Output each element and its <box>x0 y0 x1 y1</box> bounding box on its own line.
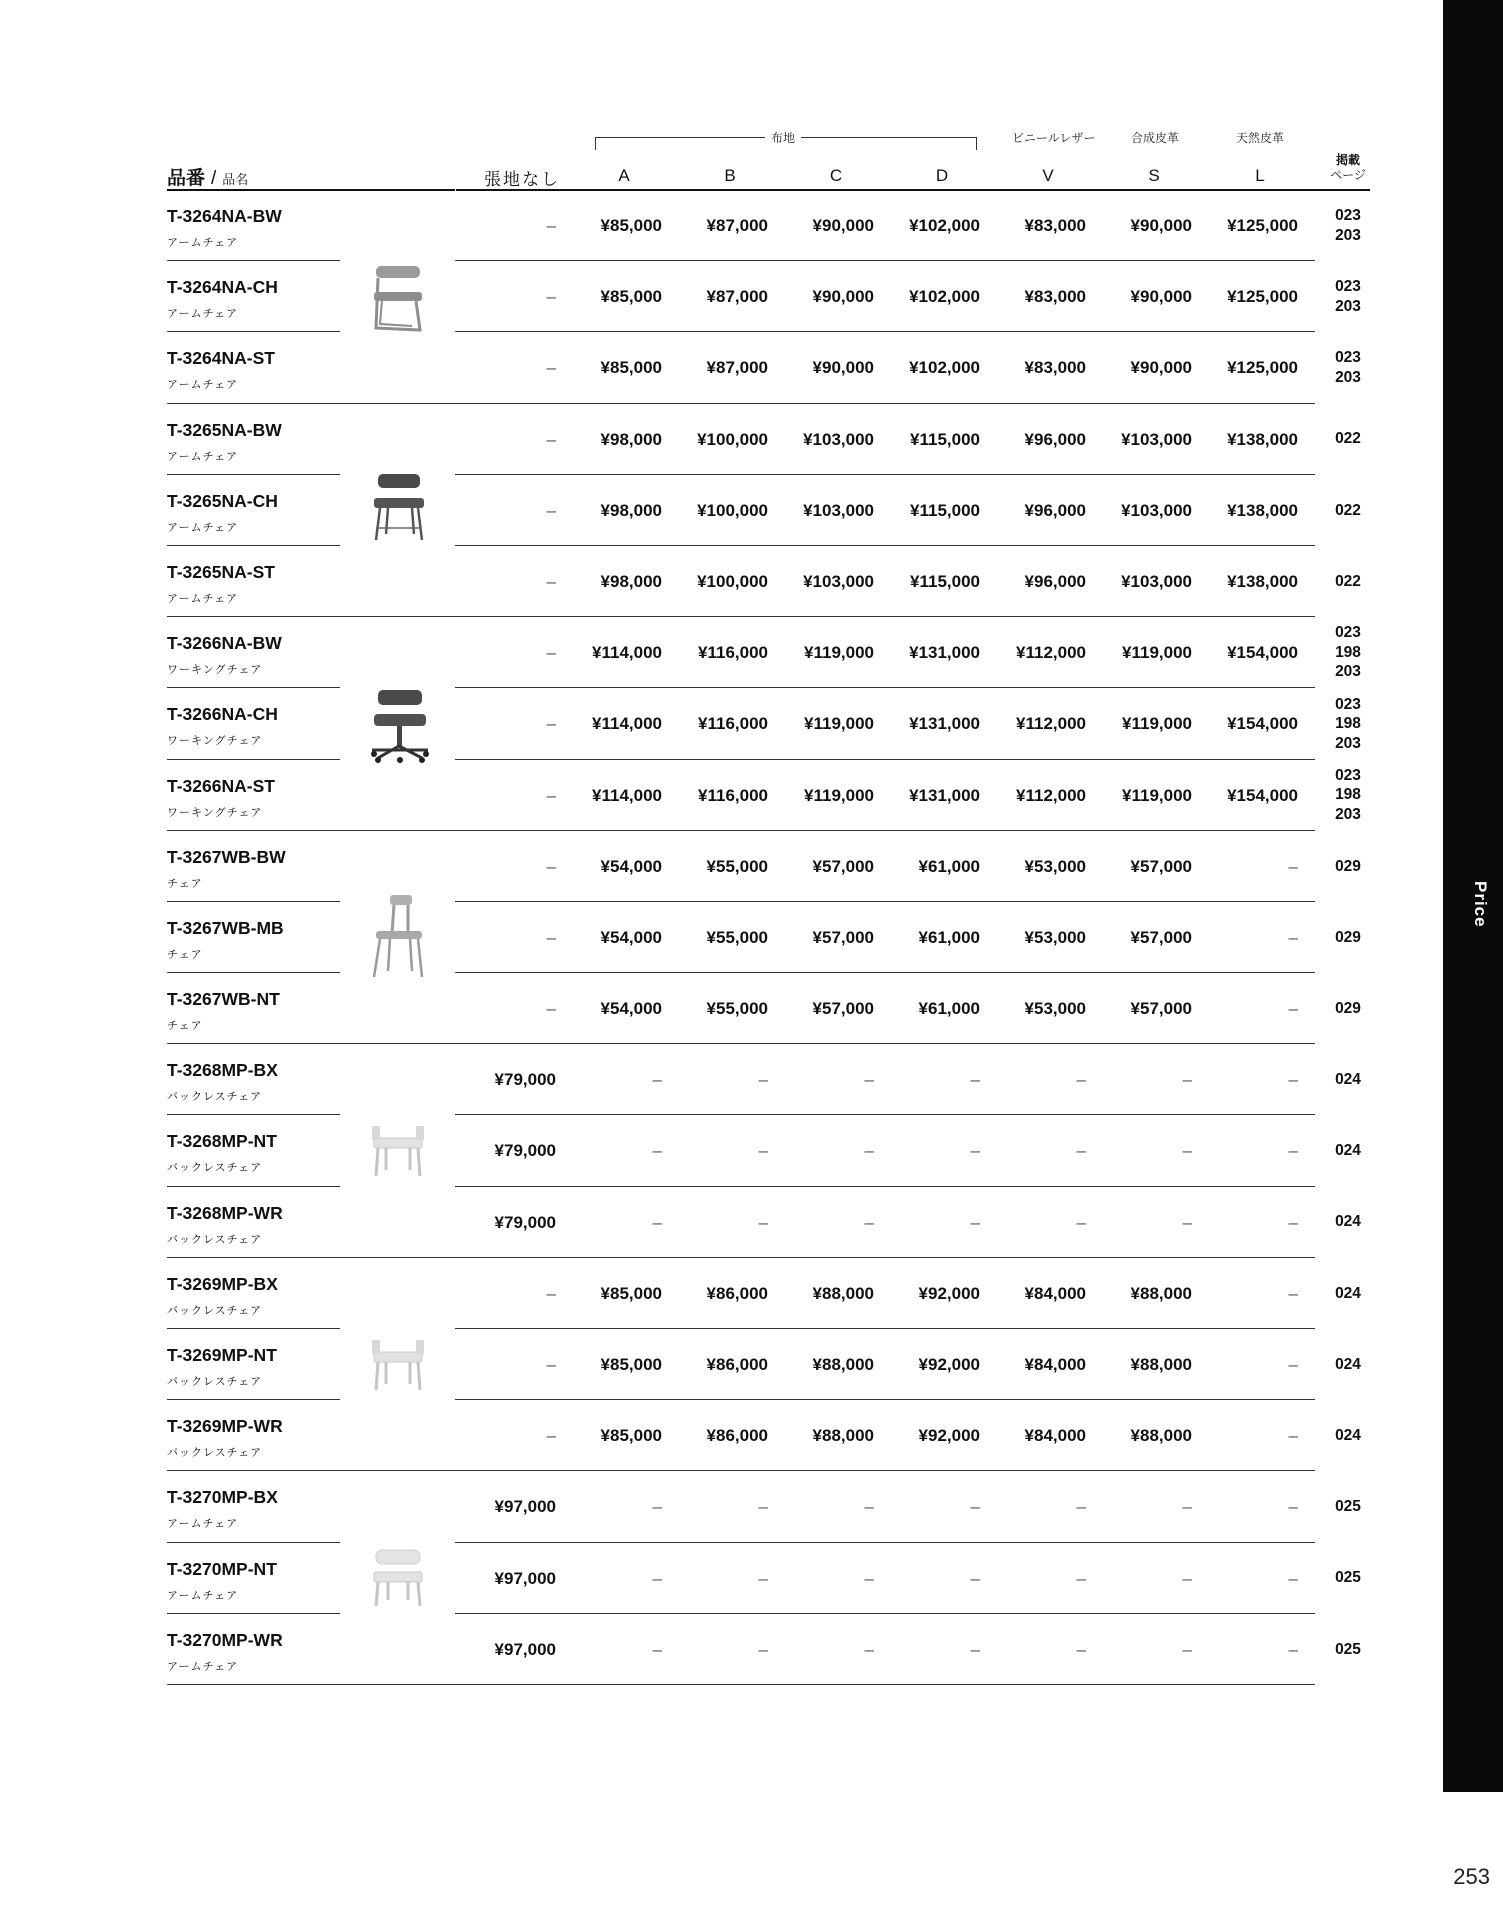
price-d: ¥115,000 <box>910 429 980 449</box>
price-no-upholstery: ¥97,000 <box>494 1497 556 1517</box>
price-c: ¥119,000 <box>804 643 874 663</box>
page-references: 023 203 <box>1335 349 1361 386</box>
page-ref-label-1: 掲載 <box>1335 153 1360 167</box>
product-code: T-3270MP-NT <box>167 1558 277 1579</box>
product-code-label: 品番 <box>167 168 206 189</box>
product-name: アームチェア <box>167 308 239 321</box>
price-l: – <box>1288 1355 1298 1374</box>
price-l: ¥138,000 <box>1227 571 1298 591</box>
product-name: ワーキングチェア <box>167 806 263 819</box>
price-d: ¥61,000 <box>918 927 980 947</box>
price-v: – <box>1076 1497 1086 1517</box>
price-l: – <box>1288 1426 1298 1446</box>
product-code: T-3266NA-ST <box>167 775 275 796</box>
price-c: ¥88,000 <box>812 1426 874 1446</box>
product-code: T-3268MP-BX <box>167 1060 278 1081</box>
price-l: – <box>1288 1141 1298 1161</box>
page-ref-label-2: ページ <box>1330 168 1366 182</box>
price-l: – <box>1288 999 1298 1019</box>
vinyl-group-label: ビニールレザー <box>1012 131 1096 145</box>
price-d: ¥92,000 <box>918 1283 980 1303</box>
product-name: アームチェア <box>167 1589 239 1602</box>
price-a: ¥98,000 <box>600 571 662 591</box>
price-a: ¥114,000 <box>592 714 662 734</box>
price-v: ¥83,000 <box>1024 358 1086 378</box>
price-v: ¥84,000 <box>1024 1355 1086 1374</box>
page-references: 024 <box>1335 1284 1361 1302</box>
price-b: ¥55,000 <box>706 856 768 876</box>
product-name: アームチェア <box>167 592 239 605</box>
table-row <box>0 546 1503 617</box>
price-v: ¥112,000 <box>1016 714 1086 734</box>
table-row <box>0 1258 1503 1329</box>
price-l: ¥154,000 <box>1227 714 1298 734</box>
product-name: バックレスチェア <box>167 1162 263 1175</box>
price-d: ¥115,000 <box>910 571 980 591</box>
product-code: T-3264NA-BW <box>167 206 282 226</box>
price-d: ¥61,000 <box>918 999 980 1019</box>
price-b: – <box>758 1639 768 1659</box>
gray-armchair-icon <box>368 262 428 334</box>
price-l: ¥154,000 <box>1227 643 1298 663</box>
price-a: ¥98,000 <box>600 500 662 520</box>
product-name: アームチェア <box>167 1660 239 1673</box>
price-c: – <box>864 1212 874 1232</box>
product-code: T-3264NA-CH <box>167 277 278 298</box>
price-s: ¥103,000 <box>1121 500 1192 520</box>
price-b: ¥55,000 <box>706 999 768 1019</box>
price-c: ¥119,000 <box>804 714 874 734</box>
price-d: – <box>970 1497 980 1517</box>
price-no-upholstery: – <box>546 1426 556 1446</box>
price-no-upholstery: – <box>546 856 556 876</box>
price-v: ¥96,000 <box>1024 429 1086 449</box>
price-a: ¥54,000 <box>600 856 662 876</box>
price-s: ¥88,000 <box>1130 1283 1192 1303</box>
product-name: アームチェア <box>167 521 239 534</box>
product-name: バックレスチェア <box>167 1304 263 1317</box>
price-no-upholstery: – <box>546 429 556 449</box>
price-a: ¥85,000 <box>600 1355 662 1374</box>
price-b: ¥100,000 <box>697 500 768 520</box>
product-code: T-3266NA-BW <box>167 633 282 654</box>
product-code: T-3269MP-NT <box>167 1345 277 1365</box>
page-references: 024 <box>1335 1213 1361 1231</box>
price-no-upholstery: – <box>546 927 556 947</box>
table-row <box>0 617 1503 688</box>
page-references: 022 <box>1335 572 1361 590</box>
dark-armchair-icon <box>368 472 428 544</box>
price-s: – <box>1182 1070 1192 1090</box>
price-a: ¥85,000 <box>600 1283 662 1303</box>
price-a: – <box>652 1497 662 1517</box>
page-references: 023 198 203 <box>1335 624 1361 681</box>
price-v: ¥53,000 <box>1024 856 1086 876</box>
page-references: 025 <box>1335 1569 1361 1587</box>
page-references: 025 <box>1335 1498 1361 1516</box>
price-a: – <box>652 1639 662 1659</box>
price-c: ¥119,000 <box>804 785 874 805</box>
product-code: T-3267WB-NT <box>167 989 280 1010</box>
column-header-s: S <box>1148 166 1160 185</box>
price-d: ¥102,000 <box>909 358 980 378</box>
table-row <box>0 1187 1503 1258</box>
price-d: ¥92,000 <box>918 1355 980 1374</box>
slash: / <box>211 168 217 189</box>
price-b: ¥87,000 <box>706 358 768 378</box>
price-a: – <box>652 1141 662 1161</box>
product-name: バックレスチェア <box>167 1091 263 1104</box>
table-row <box>0 1614 1503 1685</box>
price-s: – <box>1182 1639 1192 1659</box>
product-name: バックレスチェア <box>167 1447 263 1460</box>
price-s: ¥119,000 <box>1122 714 1192 734</box>
table-row <box>0 760 1503 831</box>
price-c: ¥103,000 <box>803 429 874 449</box>
price-no-upholstery: – <box>546 999 556 1019</box>
price-d: ¥92,000 <box>918 1426 980 1446</box>
page-references: 029 <box>1335 857 1361 875</box>
price-a: – <box>652 1070 662 1090</box>
price-b: – <box>758 1070 768 1090</box>
price-c: ¥57,000 <box>812 856 874 876</box>
column-header-a: A <box>618 166 630 185</box>
table-row <box>0 332 1503 403</box>
price-d: ¥102,000 <box>909 287 980 307</box>
price-a: ¥114,000 <box>592 785 662 805</box>
light-gray-chair-icon <box>368 893 428 979</box>
price-no-upholstery: – <box>546 714 556 734</box>
price-no-upholstery: – <box>546 643 556 663</box>
product-code: T-3268MP-NT <box>167 1131 277 1152</box>
price-table <box>0 190 1503 1685</box>
product-name: チェア <box>167 877 203 890</box>
price-no-upholstery: ¥79,000 <box>494 1212 556 1232</box>
price-b: ¥100,000 <box>697 571 768 591</box>
price-c: – <box>864 1070 874 1090</box>
price-c: ¥88,000 <box>812 1283 874 1303</box>
table-row <box>0 475 1503 546</box>
page-references: 025 <box>1335 1640 1361 1658</box>
table-row <box>0 261 1503 332</box>
price-b: ¥116,000 <box>698 785 768 805</box>
price-a: – <box>652 1212 662 1232</box>
price-no-upholstery: ¥97,000 <box>494 1568 556 1588</box>
table-row <box>0 973 1503 1044</box>
price-s: ¥103,000 <box>1121 429 1192 449</box>
page-references: 029 <box>1335 999 1361 1017</box>
product-name: ワーキングチェア <box>167 664 263 677</box>
price-v: – <box>1076 1070 1086 1090</box>
product-name: バックレスチェア <box>167 1376 263 1388</box>
price-s: ¥57,000 <box>1130 856 1192 876</box>
product-code: T-3264NA-ST <box>167 348 275 369</box>
price-s: – <box>1182 1568 1192 1588</box>
price-a: – <box>652 1568 662 1588</box>
side-tab-label: Price <box>1471 880 1490 928</box>
price-no-upholstery: – <box>546 358 556 378</box>
price-a: ¥85,000 <box>600 1426 662 1446</box>
price-l: – <box>1288 856 1298 876</box>
price-d: – <box>970 1212 980 1232</box>
product-name: ワーキングチェア <box>167 735 263 748</box>
product-code: T-3269MP-BX <box>167 1273 278 1294</box>
price-b: ¥87,000 <box>706 216 768 235</box>
column-header-b: B <box>724 166 736 185</box>
price-a: ¥54,000 <box>600 999 662 1019</box>
white-armchair-icon <box>370 1548 426 1608</box>
product-code: T-3265NA-CH <box>167 490 278 511</box>
price-a: ¥98,000 <box>600 429 662 449</box>
price-s: – <box>1182 1212 1192 1232</box>
product-name: アームチェア <box>167 450 239 463</box>
table-row <box>0 688 1503 759</box>
product-code: T-3267WB-BW <box>167 846 286 867</box>
product-name-label: 品名 <box>222 172 249 187</box>
price-s: ¥88,000 <box>1130 1355 1192 1374</box>
price-c: ¥103,000 <box>803 571 874 591</box>
price-no-upholstery: – <box>546 500 556 520</box>
price-d: ¥61,000 <box>918 856 980 876</box>
price-c: – <box>864 1568 874 1588</box>
table-row <box>0 190 1503 261</box>
white-backless-chair-icon <box>370 1336 426 1392</box>
price-s: ¥90,000 <box>1130 216 1192 235</box>
price-s: – <box>1182 1497 1192 1517</box>
page-references: 023 203 <box>1335 278 1361 315</box>
price-l: ¥125,000 <box>1227 216 1298 235</box>
price-l: – <box>1288 1283 1298 1303</box>
product-code: T-3265NA-BW <box>167 419 282 440</box>
price-d: – <box>970 1639 980 1659</box>
price-l: ¥138,000 <box>1227 429 1298 449</box>
price-d: ¥102,000 <box>909 216 980 235</box>
price-d: ¥115,000 <box>910 500 980 520</box>
price-s: – <box>1182 1141 1192 1161</box>
price-c: ¥90,000 <box>812 287 874 307</box>
price-b: – <box>758 1568 768 1588</box>
white-backless-chair-icon <box>370 1122 426 1178</box>
price-v: ¥96,000 <box>1024 571 1086 591</box>
price-v: – <box>1076 1568 1086 1588</box>
price-v: – <box>1076 1639 1086 1659</box>
price-no-upholstery: ¥79,000 <box>494 1070 556 1090</box>
price-l: – <box>1288 1568 1298 1588</box>
price-l: – <box>1288 1070 1298 1090</box>
price-c: – <box>864 1141 874 1161</box>
page-references: 022 <box>1335 501 1361 519</box>
price-v: – <box>1076 1141 1086 1161</box>
price-no-upholstery: – <box>546 571 556 591</box>
price-v: ¥112,000 <box>1016 785 1086 805</box>
synthetic-group-label: 合成皮革 <box>1131 131 1180 145</box>
table-row <box>0 1044 1503 1115</box>
page-references: 022 <box>1335 430 1361 448</box>
price-s: ¥88,000 <box>1130 1426 1192 1446</box>
price-a: ¥85,000 <box>600 287 662 307</box>
price-l: – <box>1288 1497 1298 1517</box>
page-references: 023 198 203 <box>1335 695 1361 752</box>
price-b: ¥116,000 <box>698 643 768 663</box>
price-a: ¥85,000 <box>600 358 662 378</box>
page-references: 024 <box>1335 1142 1361 1160</box>
price-no-upholstery: ¥79,000 <box>494 1141 556 1161</box>
page-references: 024 <box>1335 1427 1361 1445</box>
price-l: ¥154,000 <box>1227 785 1298 805</box>
price-l: – <box>1288 1639 1298 1659</box>
price-v: ¥96,000 <box>1024 500 1086 520</box>
price-no-upholstery: ¥97,000 <box>494 1639 556 1659</box>
page-number: 253 <box>1453 1864 1490 1889</box>
column-header-v: V <box>1042 166 1054 185</box>
price-b: ¥86,000 <box>706 1355 768 1374</box>
price-no-upholstery: – <box>546 1355 556 1374</box>
page-references: 024 <box>1335 1071 1361 1089</box>
price-v: ¥83,000 <box>1024 287 1086 307</box>
price-c: ¥88,000 <box>812 1355 874 1374</box>
fabric-group-label: 布地 <box>765 129 801 146</box>
price-s: ¥57,000 <box>1130 927 1192 947</box>
price-v: ¥84,000 <box>1024 1426 1086 1446</box>
price-l: – <box>1288 927 1298 947</box>
price-c: ¥103,000 <box>803 500 874 520</box>
price-b: ¥87,000 <box>706 287 768 307</box>
price-b: ¥116,000 <box>698 714 768 734</box>
price-b: ¥86,000 <box>706 1283 768 1303</box>
price-s: ¥90,000 <box>1130 358 1192 378</box>
table-row <box>0 404 1503 475</box>
column-header-c: C <box>829 166 843 185</box>
table-row <box>0 902 1503 973</box>
table-row <box>0 1471 1503 1542</box>
price-v: – <box>1076 1212 1086 1232</box>
natural-group-label: 天然皮革 <box>1236 131 1285 145</box>
table-row <box>0 1400 1503 1471</box>
price-b: ¥55,000 <box>706 927 768 947</box>
price-c: – <box>864 1639 874 1659</box>
price-no-upholstery: – <box>546 1283 556 1303</box>
price-b: ¥86,000 <box>706 1426 768 1446</box>
price-b: – <box>758 1212 768 1232</box>
table-row <box>0 1543 1503 1614</box>
price-d: – <box>970 1568 980 1588</box>
price-v: ¥53,000 <box>1024 927 1086 947</box>
price-s: ¥119,000 <box>1122 643 1192 663</box>
price-b: ¥100,000 <box>697 429 768 449</box>
product-code: T-3270MP-WR <box>167 1629 283 1650</box>
dark-working-chair-icon <box>366 688 432 764</box>
price-l: ¥125,000 <box>1227 358 1298 378</box>
column-header-page <box>1326 153 1370 183</box>
page-references: 023 198 203 <box>1335 766 1361 823</box>
price-s: ¥90,000 <box>1130 287 1192 307</box>
product-code: T-3269MP-WR <box>167 1416 283 1437</box>
price-d: ¥131,000 <box>909 643 980 663</box>
price-c: ¥90,000 <box>812 358 874 378</box>
price-v: ¥83,000 <box>1024 216 1086 235</box>
product-code: T-3268MP-WR <box>167 1202 283 1223</box>
table-row <box>0 831 1503 902</box>
product-name: アームチェア <box>167 1518 239 1531</box>
price-c: – <box>864 1497 874 1517</box>
table-row <box>0 1329 1503 1400</box>
price-l: – <box>1288 1212 1298 1232</box>
product-name: チェア <box>167 948 203 961</box>
price-v: ¥84,000 <box>1024 1283 1086 1303</box>
price-c: ¥90,000 <box>812 216 874 235</box>
price-a: ¥114,000 <box>592 643 662 663</box>
price-c: ¥57,000 <box>812 927 874 947</box>
price-a: ¥54,000 <box>600 927 662 947</box>
price-l: ¥125,000 <box>1227 287 1298 307</box>
product-code: T-3265NA-ST <box>167 561 275 582</box>
price-v: ¥112,000 <box>1016 643 1086 663</box>
table-row <box>0 1115 1503 1186</box>
product-name: アームチェア <box>167 379 239 392</box>
price-b: – <box>758 1497 768 1517</box>
product-name: アームチェア <box>167 237 239 249</box>
price-l: ¥138,000 <box>1227 500 1298 520</box>
column-header-d: D <box>935 166 949 185</box>
price-v: ¥53,000 <box>1024 999 1086 1019</box>
page-references: 024 <box>1335 1355 1361 1373</box>
price-s: ¥57,000 <box>1130 999 1192 1019</box>
price-no-upholstery: – <box>546 216 556 235</box>
price-no-upholstery: – <box>546 785 556 805</box>
price-d: ¥131,000 <box>909 785 980 805</box>
column-header-l: L <box>1255 166 1265 185</box>
price-a: ¥85,000 <box>600 216 662 235</box>
column-header-no-upholstery: 張地なし <box>484 170 560 189</box>
row-divider <box>167 1684 1315 1685</box>
price-s: ¥119,000 <box>1122 785 1192 805</box>
product-name: バックレスチェア <box>167 1233 263 1246</box>
page-references: 029 <box>1335 928 1361 946</box>
price-b: – <box>758 1141 768 1161</box>
price-d: – <box>970 1070 980 1090</box>
product-code: T-3267WB-MB <box>167 917 284 938</box>
product-name: チェア <box>167 1020 203 1033</box>
price-s: ¥103,000 <box>1121 571 1192 591</box>
column-header-product <box>167 163 248 190</box>
page-references: 023 203 <box>1335 207 1361 244</box>
price-d: ¥131,000 <box>909 714 980 734</box>
price-d: – <box>970 1141 980 1161</box>
price-c: ¥57,000 <box>812 999 874 1019</box>
product-code: T-3266NA-CH <box>167 704 278 725</box>
price-no-upholstery: – <box>546 287 556 307</box>
product-code: T-3270MP-BX <box>167 1487 278 1508</box>
